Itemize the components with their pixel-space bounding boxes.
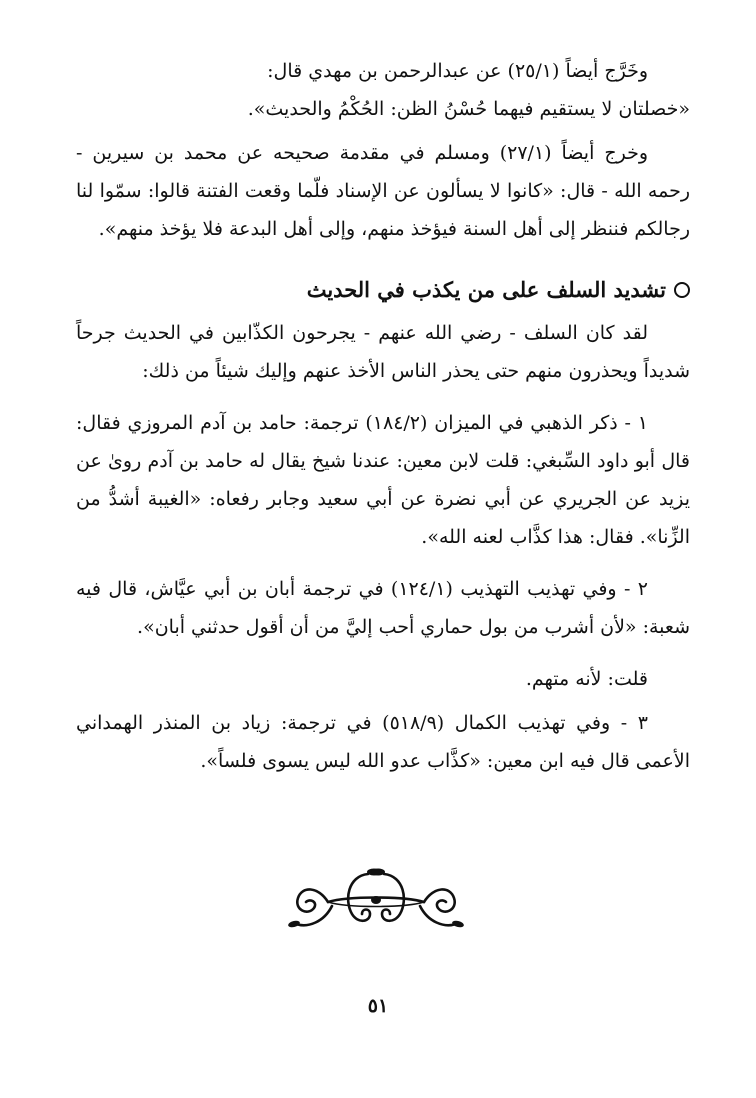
scroll-flourish-ornament-icon [288, 866, 464, 936]
hollow-circle-bullet-icon [674, 282, 690, 298]
paragraph-7: قلت: لأنه متهم. [525, 668, 648, 690]
paragraph-4: لقد كان السلف - رضي الله عنهم - يجرحون الكذّابين في الحديث جرحاً شديداً ويحذرون منهم حتى يحذر الناس الأخذ عنهم وإليك شيئاً من ذلك: [76, 322, 690, 382]
paragraph-1: وخَرَّج أيضاً (٢٥/١) عن عبدالرحمن بن مهدي قال: [267, 60, 648, 82]
section-heading [76, 270, 690, 310]
paragraph-8: ٣ - وفي تهذيب الكمال (٥١٨/٩) في ترجمة: زياد بن المنذر الهمداني الأعمى قال فيه ابن معين: «كذَّاب عدو الله ليس يسوى فلساً». [76, 712, 690, 772]
paragraph-6: ٢ - وفي تهذيب التهذيب (١٢٤/١) في ترجمة أبان بن أبي عيَّاش، قال فيه شعبة: «لأن أشرب من بول حماري أحب إليَّ من أن أقول حدثني أبان». [76, 578, 690, 638]
page-number: ٥١ [367, 995, 389, 1017]
section-heading-text: تشديد السلف على من يكذب في الحديث [306, 277, 666, 302]
paragraph-2: «خصلتان لا يستقيم فيهما حُسْنُ الظن: الحُكْمُ والحديث». [247, 98, 690, 120]
paragraph-3: وخرج أيضاً (٢٧/١) ومسلم في مقدمة صحيحه عن محمد بن سيرين - رحمه الله - قال: «كانوا لا يسألون عن الإسناد فلّما وقعت الفتنة قالوا: سمّوا لنا رجالكم فننظر إلى أهل السنة فيؤخذ منهم، وإلى أهل البدعة فلا يؤخذ منهم». [76, 142, 690, 240]
page-body [76, 52, 690, 780]
paragraph-5: ١ - ذكر الذهبي في الميزان (١٨٤/٢) ترجمة: حامد بن آدم المروزي فقال: قال أبو داود السِّبغي: قلت لابن معين: عندنا شيخ يقال له حامد بن آدم روىٰ عن يزيد عن الجريري عن أبي نضرة عن أبي سعيد وجابر رفعاه: «الغيبة أشدُّ من الزِّنا». فقال: هذا كذَّاب لعنه الله». [76, 412, 690, 548]
